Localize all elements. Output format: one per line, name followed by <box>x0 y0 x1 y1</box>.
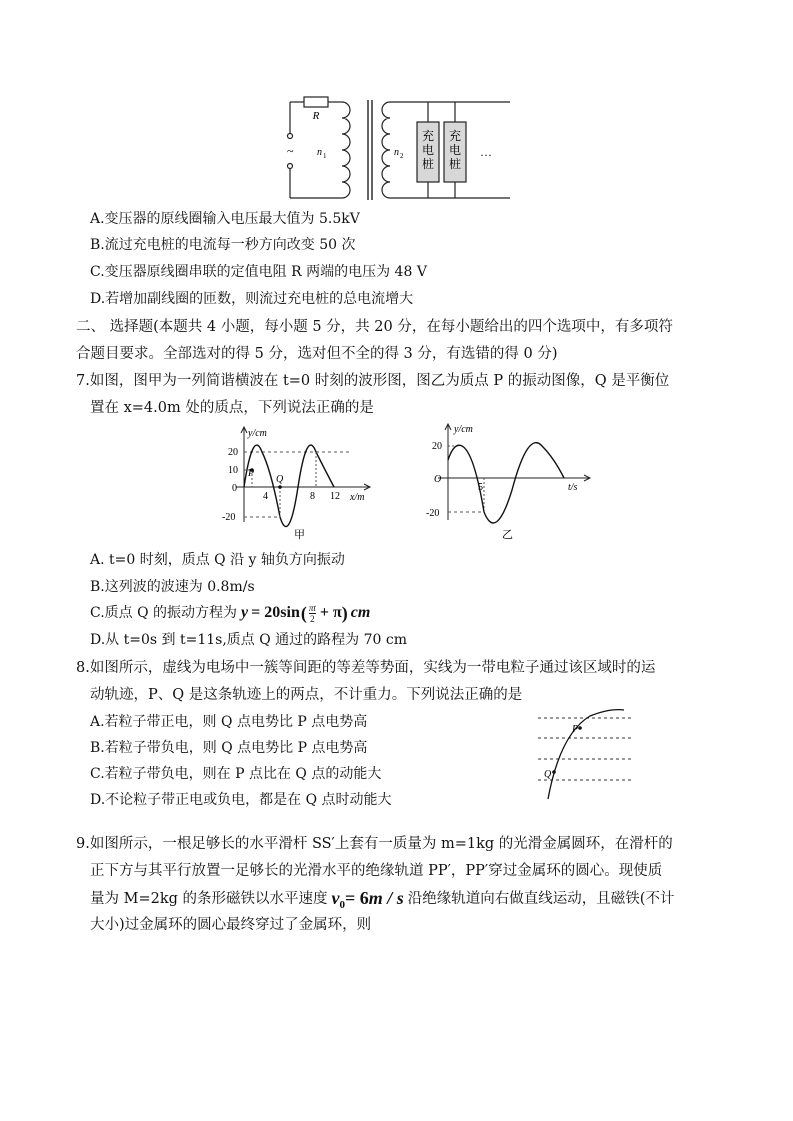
svg-text:-20: -20 <box>222 512 236 523</box>
ac-source-symbol: ~ <box>287 144 294 158</box>
q9-stem-line1: 9.如图所示，一根足够长的水平滑杆 SS′上套有一质量为 m=1kg 的光滑金属圆环，在滑杆的 <box>76 836 673 852</box>
q7-option-b: B.这列波的波速为 0.8m/s <box>90 579 255 595</box>
svg-text:Q: Q <box>276 474 284 485</box>
wave-graph-jia <box>212 424 382 542</box>
svg-text:x/m: x/m <box>350 492 365 503</box>
svg-text:12: 12 <box>330 491 340 502</box>
q9-stem-line3: 量为 M=2kg 的条形磁铁以水平速度 v 0 = 6 m / s 沿绝缘轨道向右做直线运动，且磁铁(不计 <box>90 887 675 911</box>
q6-option-c: C.变压器原线圈串联的定值电阻 R 两端的电压为 48 V <box>90 264 427 280</box>
q8-option-c: C.若粒子带负电，则在 P 点比在 Q 点的动能大 <box>90 766 382 782</box>
svg-text:10: 10 <box>228 465 238 476</box>
svg-text:t/s: t/s <box>568 482 578 493</box>
svg-text:1: 1 <box>323 152 327 160</box>
resistor-R <box>304 97 328 107</box>
svg-text:电: 电 <box>421 143 435 157</box>
velocity-equation: v 0 = 6 m / s <box>331 887 404 911</box>
svg-text:5: 5 <box>478 482 483 493</box>
q7-option-a: A. t=0 时刻，质点 Q 沿 y 轴负方向振动 <box>90 552 345 568</box>
point-P <box>578 726 582 730</box>
svg-text:y/cm: y/cm <box>248 428 267 439</box>
q7-option-c: C.质点 Q 的振动方程为 y = 20sin ( πt 2 + π ) cm <box>90 602 371 624</box>
section2-heading-line2: 合题目要求。全部选对的得 5 分，选对但不全的得 3 分，有选错的得 0 分) <box>76 346 558 362</box>
svg-text:电: 电 <box>448 143 462 157</box>
svg-text:P: P <box>572 724 579 735</box>
svg-text:20: 20 <box>228 447 238 458</box>
svg-text:充: 充 <box>421 129 435 143</box>
q6-option-b: B.流过充电桩的电流每一秒方向改变 50 次 <box>90 237 356 253</box>
caption-yi: 乙 <box>502 529 513 541</box>
ellipsis: … <box>480 145 492 159</box>
q8-stem-line2: 动轨迹，P、Q 是这条轨迹上的两点，不计重力。下列说法正确的是 <box>90 687 523 703</box>
q7-option-d: D.从 t=0s 到 t=11s,质点 Q 通过的路程为 70 cm <box>90 632 407 648</box>
transformer-circuit-figure <box>280 92 520 204</box>
q7-stem-line1: 7.如图，图甲为一列简谐横波在 t=0 时刻的波形图，图乙为质点 P 的振动图像，Q 是平衡位 <box>76 373 670 389</box>
particle-trajectory <box>548 710 624 799</box>
svg-text:桩: 桩 <box>421 157 435 171</box>
equipotential-figure <box>530 704 640 804</box>
point-Q <box>278 485 282 489</box>
svg-text:0: 0 <box>232 483 237 494</box>
fraction: πt 2 <box>308 602 316 624</box>
svg-text:4: 4 <box>263 491 268 502</box>
q7-stem-line2: 置在 x=4.0m 处的质点，下列说法正确的是 <box>90 400 374 416</box>
svg-text:P: P <box>248 468 255 479</box>
svg-text:2: 2 <box>400 152 404 160</box>
svg-text:充: 充 <box>448 129 462 143</box>
q9-stem-line4: 大小)过金属环的圆心最终穿过了金属环，则 <box>90 917 372 933</box>
q8-option-a: A.若粒子带正电，则 Q 点电势比 P 点电势高 <box>90 714 368 730</box>
label-R: R <box>312 110 320 122</box>
vibration-graph-yi <box>418 420 598 542</box>
point-Q <box>552 770 556 774</box>
q8-stem-line1: 8.如图所示，虚线为电场中一簇等间距的等差等势面，实线为一带电粒子通过该区域时的运 <box>76 660 656 676</box>
svg-text:桩: 桩 <box>448 157 462 171</box>
q6-option-a: A.变压器的原线圈输入电压最大值为 5.5kV <box>90 211 360 227</box>
label-n1: n <box>317 147 322 158</box>
svg-text:O: O <box>434 474 442 485</box>
caption-jia: 甲 <box>294 529 305 541</box>
section2-heading-line1: 二、 选择题(本题共 4 小题，每小题 5 分，共 20 分，在每小题给出的四个选项中，有多项符 <box>76 319 673 335</box>
svg-text:8: 8 <box>310 491 315 502</box>
svg-text:y/cm: y/cm <box>454 424 473 435</box>
q6-option-d: D.若增加副线圈的匝数，则流过充电桩的总电流增大 <box>90 291 414 307</box>
label-n2: n <box>394 147 399 158</box>
q8-option-b: B.若粒子带负电，则 Q 点电势比 P 点电势高 <box>90 740 368 756</box>
svg-text:20: 20 <box>432 441 442 452</box>
svg-text:Q: Q <box>544 769 552 780</box>
q9-stem-line2: 正下方与其平行放置一足够长的光滑水平的绝缘轨道 PP′，PP′穿过金属环的圆心。现使质 <box>90 863 663 879</box>
svg-text:-20: -20 <box>426 508 440 519</box>
q8-option-d: D.不论粒子带正电或负电，都是在 Q 点时动能大 <box>90 792 392 808</box>
